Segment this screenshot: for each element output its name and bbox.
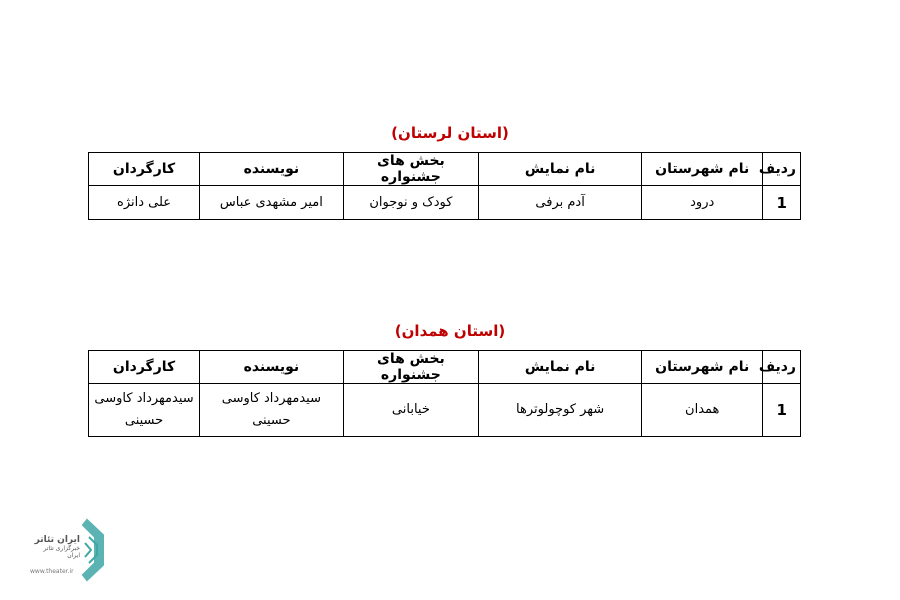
cell-writer: امیر مشهدی عباس bbox=[200, 186, 344, 220]
cell-city: درود bbox=[642, 186, 763, 220]
table-row bbox=[89, 384, 801, 437]
cell-festival-section: خیابانی bbox=[343, 384, 478, 437]
table-lorestan bbox=[88, 152, 801, 220]
logo-text: ایران تئاتر خبرگزاری تئاتر ایران bbox=[34, 535, 80, 559]
header-city: نام شهرستان bbox=[642, 153, 763, 186]
cell-radif: 1 bbox=[763, 384, 801, 437]
table-row bbox=[89, 186, 801, 220]
header-city: نام شهرستان bbox=[642, 351, 763, 384]
cell-show-name: آدم برفی bbox=[479, 186, 642, 220]
header-radif: ردیف bbox=[763, 351, 801, 384]
header-show-name: نام نمایش bbox=[479, 351, 642, 384]
cell-writer: سیدمهرداد کاوسی حسینی bbox=[200, 384, 344, 437]
header-radif: ردیف bbox=[763, 153, 801, 186]
header-show-name: نام نمایش bbox=[479, 153, 642, 186]
cell-director: علی دانژه bbox=[89, 186, 200, 220]
section-title-hamedan: (استان همدان) bbox=[394, 322, 506, 340]
cell-director: سیدمهرداد کاوسی حسینی bbox=[89, 384, 200, 437]
header-festival-section: بخش های جشنواره bbox=[343, 351, 478, 384]
table-hamedan bbox=[88, 350, 801, 437]
cell-show-name: شهر کوچولوترها bbox=[479, 384, 642, 437]
table-header-row bbox=[89, 153, 801, 186]
header-director: کارگردان bbox=[89, 153, 200, 186]
cell-radif: 1 bbox=[763, 186, 801, 220]
cell-city: همدان bbox=[642, 384, 763, 437]
header-festival-section: بخش های جشنواره bbox=[343, 153, 478, 186]
cell-festival-section: کودک و نوجوان bbox=[343, 186, 478, 220]
section-title-lorestan: (استان لرستان) bbox=[391, 124, 509, 142]
header-writer: نویسنده bbox=[200, 351, 344, 384]
logo-url: www.theater.ir bbox=[30, 568, 74, 575]
header-writer: نویسنده bbox=[200, 153, 344, 186]
header-director: کارگردان bbox=[89, 351, 200, 384]
table-header-row bbox=[89, 351, 801, 384]
